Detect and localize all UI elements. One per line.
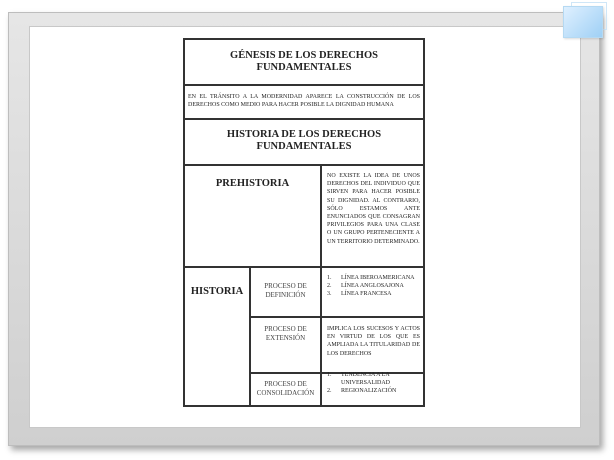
historia-row [185,268,423,405]
proceso-consolidacion-line1: PROCESO DE [264,380,307,388]
proceso-extension-label [251,318,322,372]
historia-label: HISTORIA [185,268,251,405]
proceso-definicion-line1: PROCESO DE [264,282,307,290]
proceso-extension-text: IMPLICA LOS SUCESOS Y ACTOS EN VIRTUD DE LOS QUE ES AMPLIADA LA TITULARIDAD DE LOS DERECHOS [327,326,420,357]
list-item-number: 2. [327,387,332,394]
list-item [327,291,420,299]
list-item-number: 1. [327,372,332,378]
list-item-text: LÍNEA FRANCESA [341,290,392,297]
proceso-extension-line1: PROCESO DE [264,325,307,333]
title-genesis-line2: FUNDAMENTALES [256,62,352,73]
proceso-consolidacion-list [324,372,423,395]
proceso-definicion-label [251,268,322,316]
title-historia-line1: HISTORIA DE LOS DERECHOS [226,129,382,140]
proceso-extension-line2: EXTENSIÓN [265,334,306,342]
prehistoria-label: PREHISTORIA [185,166,322,266]
prehistoria-row [185,166,423,268]
list-item [327,283,420,291]
list-item [327,275,420,283]
list-item [327,372,420,388]
title-historia [185,120,423,166]
list-item [327,388,420,396]
prehistoria-text: NO EXISTE LA IDEA DE UNOS DERECHOS DEL INDIVIDUO QUE SIRVEN PARA HACER POSIBLE SU DIGNIDAD. AL CONTRARIO, SÓLO ESTAMOS ANTE ENUNCIADOS QUE CONSAGRAN PRIVILEGIOS PARA UNA CLASE O UN GRUPO PERTENECIENTE A UN TERRITORIO DETERMINADO. [327,173,420,245]
list-item-text: LÍNEA ANGLOSAJONA [341,282,404,289]
proceso-definicion-list [324,272,423,298]
proceso-definicion-line2: DEFINICIÓN [265,291,306,299]
corner-decoration [563,6,603,38]
list-item-text: TENDENCIA A LA UNIVERSALIDAD [341,372,390,386]
list-item-number: 2. [327,282,332,289]
proceso-consolidacion-label [251,374,322,405]
proceso-consolidacion-line2: CONSOLIDACIÓN [256,389,315,397]
list-item-number: 1. [327,275,332,281]
document-table [183,38,425,407]
title-genesis-line1: GÉNESIS DE LOS DERECHOS [230,50,378,61]
title-genesis [185,40,423,86]
intro-text: EN EL TRÁNSITO A LA MODERNIDAD APARECE LA CONSTRUCCIÓN DE LOS DERECHOS COMO MEDIO PARA HACER POSIBLE LA DIGNIDAD HUMANA [185,86,423,120]
title-historia-line2: FUNDAMENTALES [256,141,352,152]
list-item-text: REGIONALIZACIÓN [341,387,397,394]
list-item-text: LÍNEA IBEROAMERICANA [341,275,415,281]
list-item-number: 3. [327,290,332,297]
